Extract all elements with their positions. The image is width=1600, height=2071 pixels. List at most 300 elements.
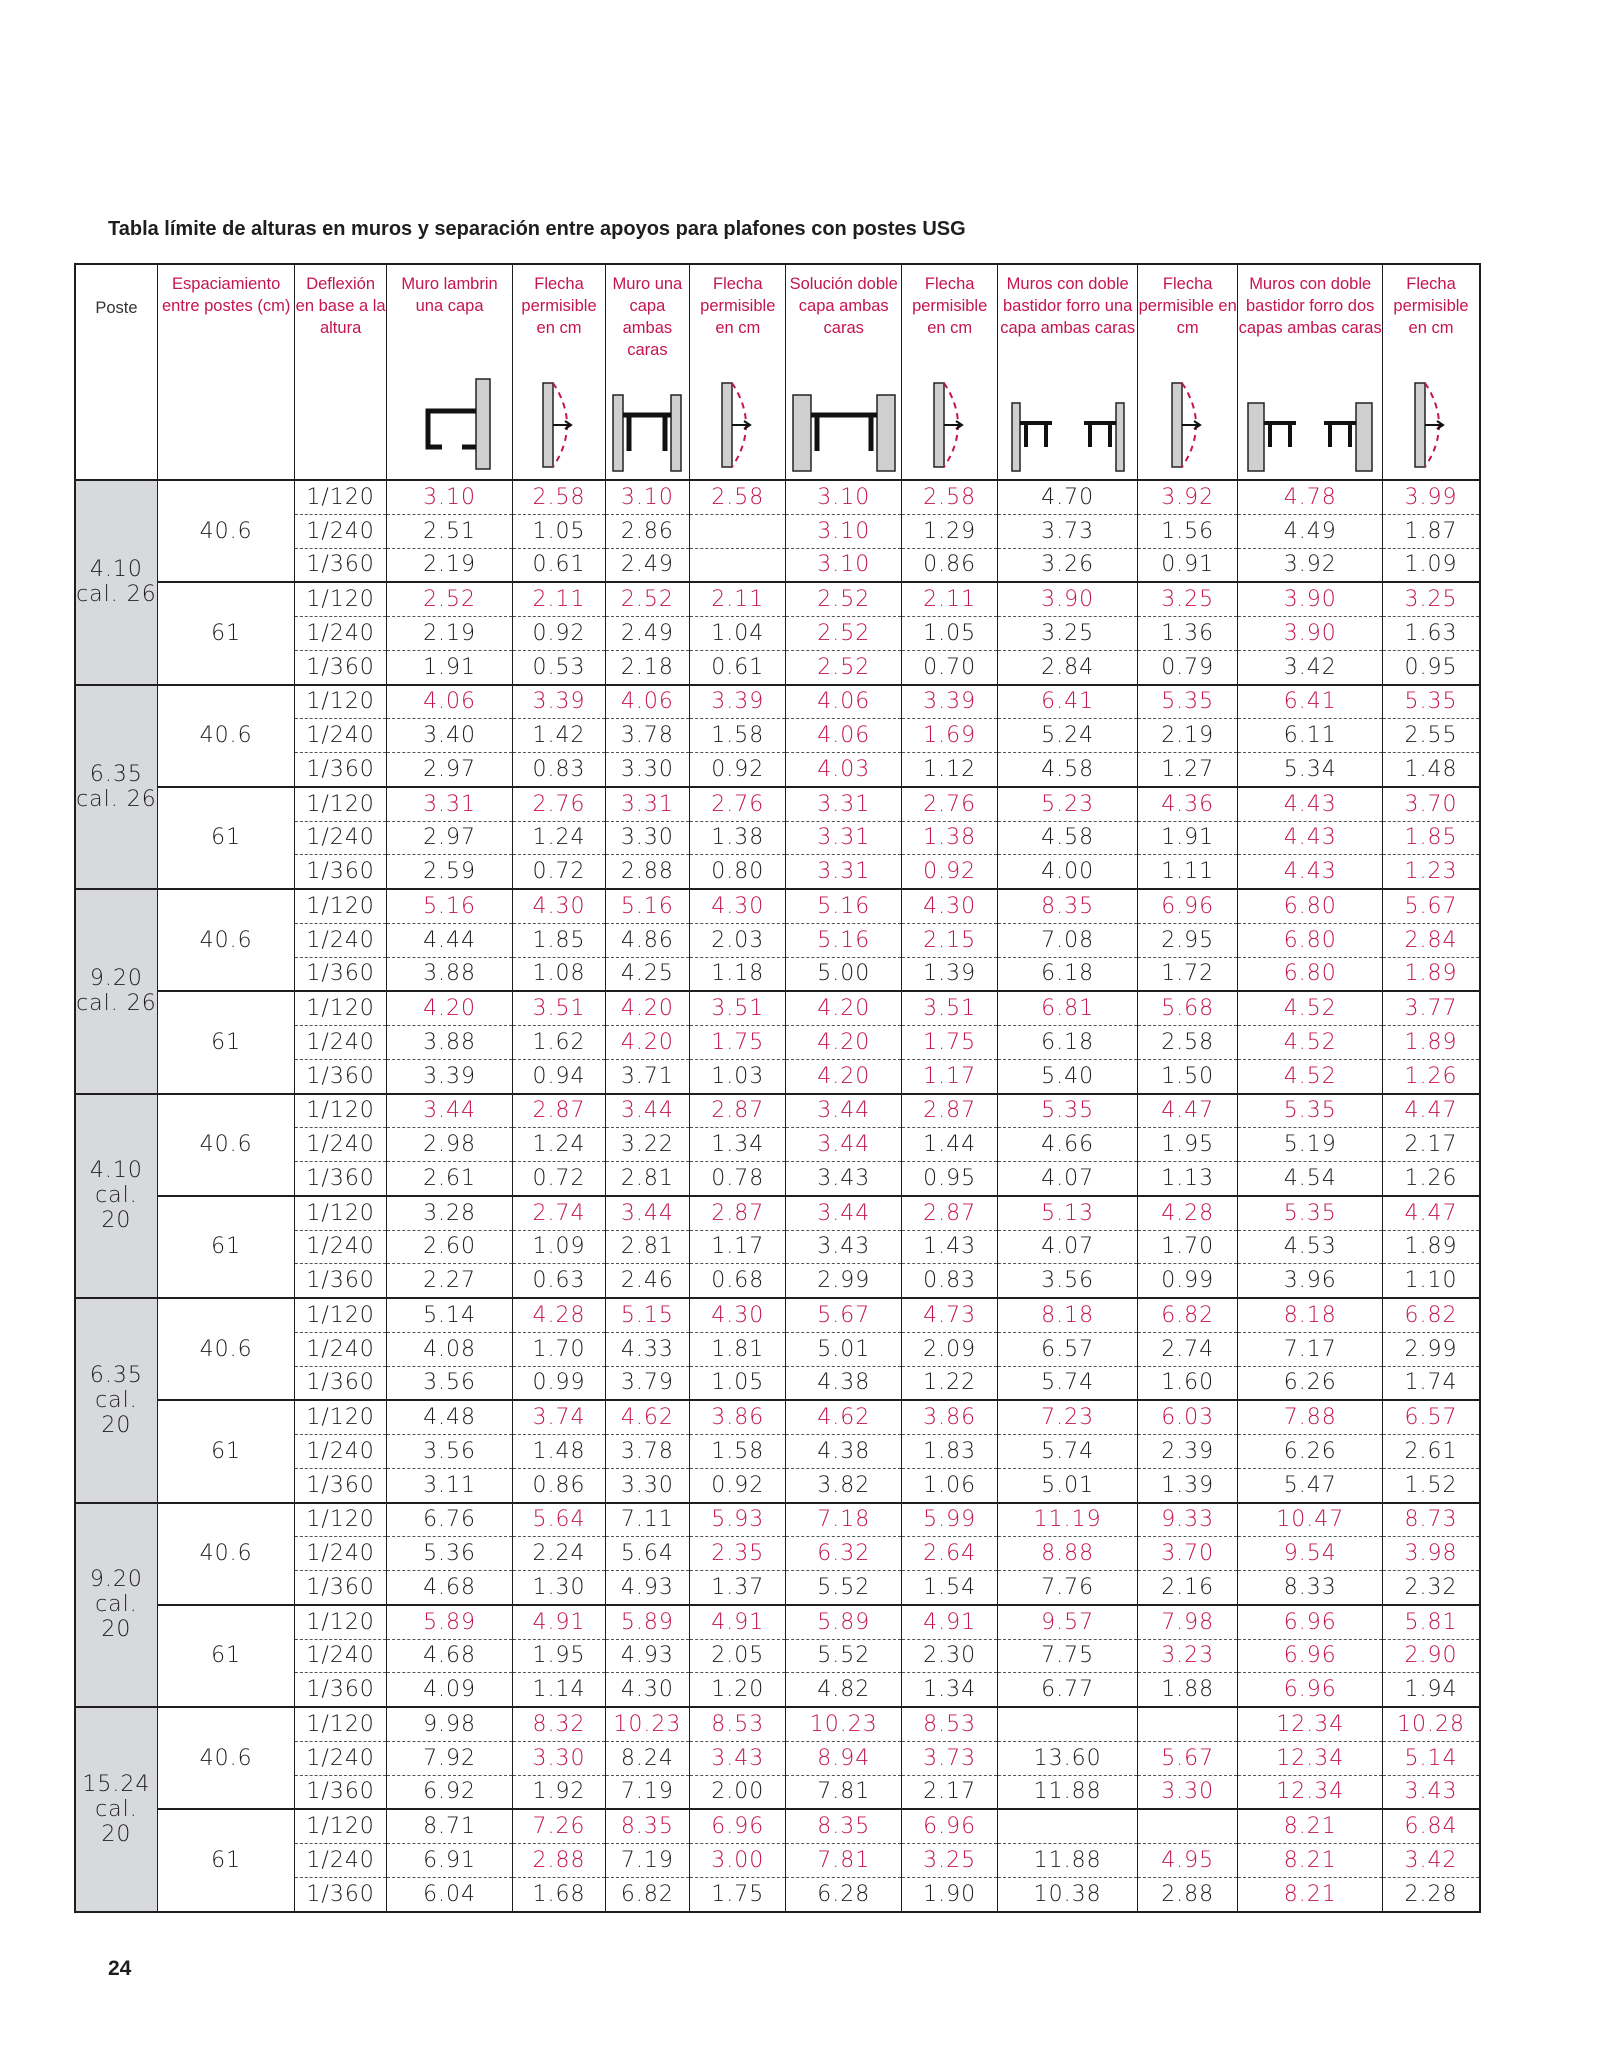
- value-cell: 0.80: [690, 855, 786, 889]
- value-cell: 2.88: [513, 1844, 605, 1878]
- value-cell: 6.96: [1238, 1673, 1383, 1707]
- table-row: [75, 582, 1480, 616]
- value-cell: 1.39: [901, 957, 997, 991]
- value-cell: 3.25: [901, 1844, 997, 1878]
- deflection-cell: 1/120: [295, 1298, 386, 1332]
- value-cell: 3.82: [786, 1468, 901, 1502]
- value-cell: 6.41: [1238, 685, 1383, 719]
- value-cell: 5.74: [998, 1435, 1138, 1469]
- value-cell: 8.18: [1238, 1298, 1383, 1332]
- value-cell: 1.38: [901, 821, 997, 855]
- deflection-arrow-icon: [529, 377, 589, 473]
- value-cell: 0.72: [513, 855, 605, 889]
- value-cell: 5.81: [1383, 1605, 1481, 1639]
- value-cell: 1.34: [901, 1673, 997, 1707]
- value-cell: 2.81: [605, 1162, 689, 1196]
- value-cell: 4.43: [1238, 855, 1383, 889]
- value-cell: 7.19: [605, 1844, 689, 1878]
- deflection-cell: 1/360: [295, 1162, 386, 1196]
- table-row: [75, 787, 1480, 821]
- value-cell: 4.06: [386, 685, 513, 719]
- value-cell: 6.76: [386, 1503, 513, 1537]
- poste-label: 4.10: [89, 557, 143, 583]
- value-cell: 6.81: [998, 991, 1138, 1025]
- value-cell: 2.28: [1383, 1877, 1481, 1911]
- value-cell: 1.06: [901, 1468, 997, 1502]
- doble-bastidor-icon: [1006, 401, 1130, 473]
- value-cell: 4.62: [786, 1400, 901, 1434]
- value-cell: 8.71: [386, 1809, 513, 1843]
- value-cell: 2.88: [1137, 1877, 1237, 1911]
- value-cell: 2.05: [690, 1639, 786, 1673]
- espaciamiento-cell: 40.6: [157, 685, 295, 787]
- value-cell: 3.10: [786, 548, 901, 582]
- poste-label: cal.: [95, 1387, 138, 1413]
- value-cell: 1.62: [513, 1026, 605, 1060]
- value-cell: 0.91: [1137, 548, 1237, 582]
- poste-label: 6.35: [89, 1362, 143, 1388]
- value-cell: 6.26: [1238, 1366, 1383, 1400]
- value-cell: 3.31: [605, 787, 689, 821]
- value-cell: 3.40: [386, 719, 513, 753]
- value-cell: 1.12: [901, 753, 997, 787]
- deflection-cell: 1/240: [295, 1537, 386, 1571]
- value-cell: 7.88: [1238, 1400, 1383, 1434]
- value-cell: 3.30: [605, 1468, 689, 1502]
- value-cell: 4.78: [1238, 480, 1383, 514]
- value-cell: 6.57: [998, 1332, 1138, 1366]
- value-cell: 8.53: [901, 1707, 997, 1741]
- header-row: [75, 264, 1480, 480]
- value-cell: 3.56: [998, 1264, 1138, 1298]
- value-cell: 0.53: [513, 650, 605, 684]
- value-cell: 1.18: [690, 957, 786, 991]
- value-cell: 4.93: [605, 1639, 689, 1673]
- value-cell: 2.58: [901, 480, 997, 514]
- deflection-cell: 1/360: [295, 1571, 386, 1605]
- value-cell: 5.74: [998, 1366, 1138, 1400]
- deflection-cell: 1/360: [295, 855, 386, 889]
- value-cell: 6.80: [1238, 957, 1383, 991]
- value-cell: 1.68: [513, 1877, 605, 1911]
- value-cell: 4.68: [386, 1571, 513, 1605]
- value-cell: 3.39: [513, 685, 605, 719]
- value-cell: 0.92: [513, 617, 605, 651]
- value-cell: 6.92: [386, 1775, 513, 1809]
- value-cell: 2.49: [605, 617, 689, 651]
- value-cell: 0.99: [513, 1366, 605, 1400]
- value-cell: 4.07: [998, 1162, 1138, 1196]
- value-cell: 7.08: [998, 923, 1138, 957]
- value-cell: 6.96: [901, 1809, 997, 1843]
- value-cell: 10.28: [1383, 1707, 1481, 1741]
- value-cell: 4.47: [1137, 1094, 1237, 1128]
- value-cell: 1.10: [1383, 1264, 1481, 1298]
- value-cell: 2.16: [1137, 1571, 1237, 1605]
- table-row: [75, 1196, 1480, 1230]
- muro-lambrin-icon: [402, 377, 498, 473]
- deflection-cell: 1/240: [295, 514, 386, 548]
- value-cell: 3.96: [1238, 1264, 1383, 1298]
- value-cell: 2.90: [1383, 1639, 1481, 1673]
- value-cell: 5.52: [786, 1639, 901, 1673]
- value-cell: 1.72: [1137, 957, 1237, 991]
- value-cell: 4.30: [901, 889, 997, 923]
- value-cell: 10.47: [1238, 1503, 1383, 1537]
- value-cell: 5.14: [386, 1298, 513, 1332]
- deflection-cell: 1/360: [295, 1673, 386, 1707]
- value-cell: 1.60: [1137, 1366, 1237, 1400]
- value-cell: 1.85: [1383, 821, 1481, 855]
- value-cell: [690, 548, 786, 582]
- deflection-cell: 1/120: [295, 1605, 386, 1639]
- value-cell: 3.10: [786, 480, 901, 514]
- value-cell: 6.80: [1238, 923, 1383, 957]
- value-cell: 3.10: [605, 480, 689, 514]
- value-cell: 3.26: [998, 548, 1138, 582]
- deflection-cell: 1/240: [295, 1128, 386, 1162]
- value-cell: 1.39: [1137, 1468, 1237, 1502]
- deflection-cell: 1/240: [295, 719, 386, 753]
- value-cell: 1.56: [1137, 514, 1237, 548]
- value-cell: 6.82: [605, 1877, 689, 1911]
- value-cell: 7.81: [786, 1844, 901, 1878]
- value-cell: 2.84: [1383, 923, 1481, 957]
- espaciamiento-cell: 61: [157, 1400, 295, 1502]
- deflection-cell: 1/120: [295, 1707, 386, 1741]
- value-cell: 2.19: [386, 617, 513, 651]
- value-cell: 1.24: [513, 821, 605, 855]
- value-cell: 4.33: [605, 1332, 689, 1366]
- deflection-cell: 1/360: [295, 650, 386, 684]
- value-cell: 5.23: [998, 787, 1138, 821]
- value-cell: 3.30: [513, 1741, 605, 1775]
- value-cell: 2.09: [901, 1332, 997, 1366]
- value-cell: 3.98: [1383, 1537, 1481, 1571]
- value-cell: 3.99: [1383, 480, 1481, 514]
- value-cell: 1.26: [1383, 1162, 1481, 1196]
- value-cell: 8.24: [605, 1741, 689, 1775]
- espaciamiento-cell: 61: [157, 1809, 295, 1911]
- poste-cell: [75, 1503, 157, 1708]
- value-cell: 9.57: [998, 1605, 1138, 1639]
- poste-label: 4.10: [89, 1158, 143, 1184]
- value-cell: 3.74: [513, 1400, 605, 1434]
- value-cell: 0.92: [690, 1468, 786, 1502]
- value-cell: 3.92: [1238, 548, 1383, 582]
- value-cell: 0.86: [513, 1468, 605, 1502]
- value-cell: 2.76: [901, 787, 997, 821]
- value-cell: 2.19: [1137, 719, 1237, 753]
- value-cell: 4.20: [786, 1059, 901, 1093]
- poste-label: cal.: [95, 1183, 138, 1209]
- value-cell: 1.42: [513, 719, 605, 753]
- value-cell: 4.25: [605, 957, 689, 991]
- value-cell: 11.88: [998, 1775, 1138, 1809]
- value-cell: 6.96: [690, 1809, 786, 1843]
- poste-label: cal.: [95, 1592, 138, 1618]
- doble-capa-icon: [791, 393, 897, 473]
- value-cell: 6.32: [786, 1537, 901, 1571]
- deflection-cell: 1/120: [295, 1503, 386, 1537]
- value-cell: 4.52: [1238, 1026, 1383, 1060]
- value-cell: 2.81: [605, 1230, 689, 1264]
- value-cell: 5.67: [1137, 1741, 1237, 1775]
- value-cell: 5.99: [901, 1503, 997, 1537]
- deflection-arrow-icon: [920, 377, 980, 473]
- value-cell: 0.94: [513, 1059, 605, 1093]
- value-cell: 2.84: [998, 650, 1138, 684]
- deflection-cell: 1/240: [295, 1332, 386, 1366]
- espaciamiento-cell: 40.6: [157, 1298, 295, 1400]
- deflection-cell: 1/120: [295, 889, 386, 923]
- value-cell: 1.08: [513, 957, 605, 991]
- value-cell: 2.11: [690, 582, 786, 616]
- poste-label: 9.20: [89, 966, 143, 992]
- value-cell: 2.64: [901, 1537, 997, 1571]
- deflection-cell: 1/360: [295, 1877, 386, 1911]
- value-cell: 3.42: [1238, 650, 1383, 684]
- value-cell: 1.48: [1383, 753, 1481, 787]
- value-cell: 2.17: [1383, 1128, 1481, 1162]
- value-cell: 3.43: [786, 1162, 901, 1196]
- value-cell: 1.17: [690, 1230, 786, 1264]
- value-cell: 3.28: [386, 1196, 513, 1230]
- value-cell: 5.35: [1238, 1196, 1383, 1230]
- deflection-cell: 1/240: [295, 1844, 386, 1878]
- value-cell: 3.31: [386, 787, 513, 821]
- value-cell: 2.32: [1383, 1571, 1481, 1605]
- value-cell: 7.19: [605, 1775, 689, 1809]
- value-cell: 1.26: [1383, 1059, 1481, 1093]
- value-cell: 1.58: [690, 719, 786, 753]
- value-cell: 5.16: [786, 889, 901, 923]
- poste-label: 20: [101, 1617, 132, 1643]
- value-cell: 3.44: [605, 1094, 689, 1128]
- value-cell: 2.88: [605, 855, 689, 889]
- value-cell: 3.71: [605, 1059, 689, 1093]
- value-cell: 0.79: [1137, 650, 1237, 684]
- poste-label: cal. 26: [76, 582, 157, 608]
- value-cell: 3.31: [786, 821, 901, 855]
- doble-bastidor-dos-capas-icon: [1246, 401, 1374, 473]
- value-cell: 3.31: [786, 787, 901, 821]
- value-cell: 7.26: [513, 1809, 605, 1843]
- value-cell: 1.13: [1137, 1162, 1237, 1196]
- value-cell: 3.86: [690, 1400, 786, 1434]
- value-cell: 0.92: [690, 753, 786, 787]
- col-header-doble-bastidor-dos-capas: Muros con doble bastidor forro dos capas ambas caras: [1238, 264, 1383, 480]
- value-cell: 4.93: [605, 1571, 689, 1605]
- table-title: Tabla límite de alturas en muros y separación entre apoyos para plafones con postes USG: [108, 218, 966, 240]
- espaciamiento-cell: 61: [157, 787, 295, 889]
- value-cell: 3.30: [605, 753, 689, 787]
- value-cell: 2.87: [901, 1196, 997, 1230]
- deflection-cell: 1/360: [295, 957, 386, 991]
- col-header-muro-lambrin: Muro lambrin una capa: [386, 264, 513, 480]
- value-cell: 3.39: [901, 685, 997, 719]
- value-cell: 4.91: [513, 1605, 605, 1639]
- deflection-arrow-icon: [708, 377, 768, 473]
- value-cell: 4.95: [1137, 1844, 1237, 1878]
- value-cell: 3.88: [386, 1026, 513, 1060]
- value-cell: 4.30: [513, 889, 605, 923]
- value-cell: 3.31: [786, 855, 901, 889]
- value-cell: 1.30: [513, 1571, 605, 1605]
- value-cell: 2.86: [605, 514, 689, 548]
- value-cell: 11.19: [998, 1503, 1138, 1537]
- value-cell: 8.18: [998, 1298, 1138, 1332]
- value-cell: 6.11: [1238, 719, 1383, 753]
- value-cell: 5.34: [1238, 753, 1383, 787]
- deflection-cell: 1/120: [295, 685, 386, 719]
- value-cell: 4.58: [998, 821, 1138, 855]
- value-cell: 2.76: [513, 787, 605, 821]
- value-cell: 2.76: [690, 787, 786, 821]
- deflection-cell: 1/120: [295, 1400, 386, 1434]
- value-cell: 10.23: [786, 1707, 901, 1741]
- value-cell: 6.18: [998, 957, 1138, 991]
- deflection-cell: 1/360: [295, 1775, 386, 1809]
- value-cell: 5.35: [1238, 1094, 1383, 1128]
- value-cell: 2.52: [386, 582, 513, 616]
- value-cell: 2.46: [605, 1264, 689, 1298]
- deflection-cell: 1/120: [295, 480, 386, 514]
- value-cell: 4.91: [690, 1605, 786, 1639]
- value-cell: 6.82: [1383, 1298, 1481, 1332]
- value-cell: 3.77: [1383, 991, 1481, 1025]
- value-cell: 7.11: [605, 1503, 689, 1537]
- value-cell: 5.68: [1137, 991, 1237, 1025]
- value-cell: 2.98: [386, 1128, 513, 1162]
- poste-label: 20: [101, 1208, 132, 1234]
- table-row: [75, 1094, 1480, 1128]
- col-header-flecha-4: Flecha permisible en cm: [1137, 264, 1237, 480]
- value-cell: 2.99: [786, 1264, 901, 1298]
- value-cell: 3.90: [1238, 582, 1383, 616]
- poste-label: 20: [101, 1821, 132, 1847]
- value-cell: 3.56: [386, 1366, 513, 1400]
- value-cell: 3.10: [386, 480, 513, 514]
- espaciamiento-cell: 61: [157, 1196, 295, 1298]
- value-cell: 2.74: [513, 1196, 605, 1230]
- value-cell: 3.86: [901, 1400, 997, 1434]
- value-cell: 2.19: [386, 548, 513, 582]
- value-cell: 9.54: [1238, 1537, 1383, 1571]
- deflection-arrow-icon: [1158, 377, 1218, 473]
- value-cell: 4.20: [786, 991, 901, 1025]
- table-row: [75, 1400, 1480, 1434]
- value-cell: 2.61: [386, 1162, 513, 1196]
- value-cell: 5.15: [605, 1298, 689, 1332]
- value-cell: 6.96: [1238, 1605, 1383, 1639]
- value-cell: 2.11: [513, 582, 605, 616]
- value-cell: 3.44: [386, 1094, 513, 1128]
- value-cell: 6.04: [386, 1877, 513, 1911]
- value-cell: 4.70: [998, 480, 1138, 514]
- value-cell: 6.18: [998, 1026, 1138, 1060]
- value-cell: 12.34: [1238, 1775, 1383, 1809]
- value-cell: 7.81: [786, 1775, 901, 1809]
- value-cell: 1.87: [1383, 514, 1481, 548]
- value-cell: 0.83: [513, 753, 605, 787]
- value-cell: 2.87: [901, 1094, 997, 1128]
- table-row: [75, 889, 1480, 923]
- value-cell: 3.39: [690, 685, 786, 719]
- value-cell: 4.43: [1238, 787, 1383, 821]
- value-cell: 2.97: [386, 753, 513, 787]
- poste-label: cal.: [95, 1796, 138, 1822]
- value-cell: 3.90: [998, 582, 1138, 616]
- value-cell: 1.69: [901, 719, 997, 753]
- poste-label: 9.20: [89, 1567, 143, 1593]
- value-cell: 7.17: [1238, 1332, 1383, 1366]
- value-cell: 1.81: [690, 1332, 786, 1366]
- deflection-cell: 1/360: [295, 1468, 386, 1502]
- value-cell: 5.40: [998, 1059, 1138, 1093]
- poste-label: 20: [101, 1412, 132, 1438]
- col-header-flecha-1: Flecha permisible en cm: [513, 264, 605, 480]
- value-cell: 3.51: [690, 991, 786, 1025]
- value-cell: 4.09: [386, 1673, 513, 1707]
- poste-cell: [75, 1094, 157, 1299]
- poste-cell: [75, 1298, 157, 1503]
- value-cell: 6.03: [1137, 1400, 1237, 1434]
- value-cell: 4.28: [513, 1298, 605, 1332]
- value-cell: 3.22: [605, 1128, 689, 1162]
- value-cell: 4.43: [1238, 821, 1383, 855]
- deflection-cell: 1/120: [295, 582, 386, 616]
- value-cell: 1.89: [1383, 1026, 1481, 1060]
- value-cell: 4.00: [998, 855, 1138, 889]
- value-cell: 1.94: [1383, 1673, 1481, 1707]
- value-cell: 8.73: [1383, 1503, 1481, 1537]
- value-cell: 10.23: [605, 1707, 689, 1741]
- value-cell: 2.87: [690, 1196, 786, 1230]
- value-cell: 3.43: [690, 1741, 786, 1775]
- deflection-cell: 1/240: [295, 617, 386, 651]
- value-cell: 4.08: [386, 1332, 513, 1366]
- value-cell: 1.27: [1137, 753, 1237, 787]
- value-cell: 5.89: [386, 1605, 513, 1639]
- value-cell: 4.06: [605, 685, 689, 719]
- value-cell: 1.09: [1383, 548, 1481, 582]
- value-cell: 4.62: [605, 1400, 689, 1434]
- value-cell: 1.74: [1383, 1366, 1481, 1400]
- value-cell: 4.53: [1238, 1230, 1383, 1264]
- value-cell: 1.58: [690, 1435, 786, 1469]
- value-cell: 4.30: [690, 1298, 786, 1332]
- value-cell: 4.48: [386, 1400, 513, 1434]
- value-cell: 2.87: [513, 1094, 605, 1128]
- value-cell: 2.58: [513, 480, 605, 514]
- espaciamiento-cell: 40.6: [157, 480, 295, 582]
- value-cell: 1.48: [513, 1435, 605, 1469]
- value-cell: 8.33: [1238, 1571, 1383, 1605]
- value-cell: 2.61: [1383, 1435, 1481, 1469]
- value-cell: 4.52: [1238, 991, 1383, 1025]
- deflection-cell: 1/240: [295, 1435, 386, 1469]
- value-cell: 5.16: [386, 889, 513, 923]
- value-cell: 3.92: [1137, 480, 1237, 514]
- value-cell: 2.18: [605, 650, 689, 684]
- value-cell: 4.06: [786, 685, 901, 719]
- value-cell: 4.49: [1238, 514, 1383, 548]
- value-cell: [690, 514, 786, 548]
- value-cell: 3.78: [605, 719, 689, 753]
- value-cell: 0.70: [901, 650, 997, 684]
- value-cell: 5.64: [605, 1537, 689, 1571]
